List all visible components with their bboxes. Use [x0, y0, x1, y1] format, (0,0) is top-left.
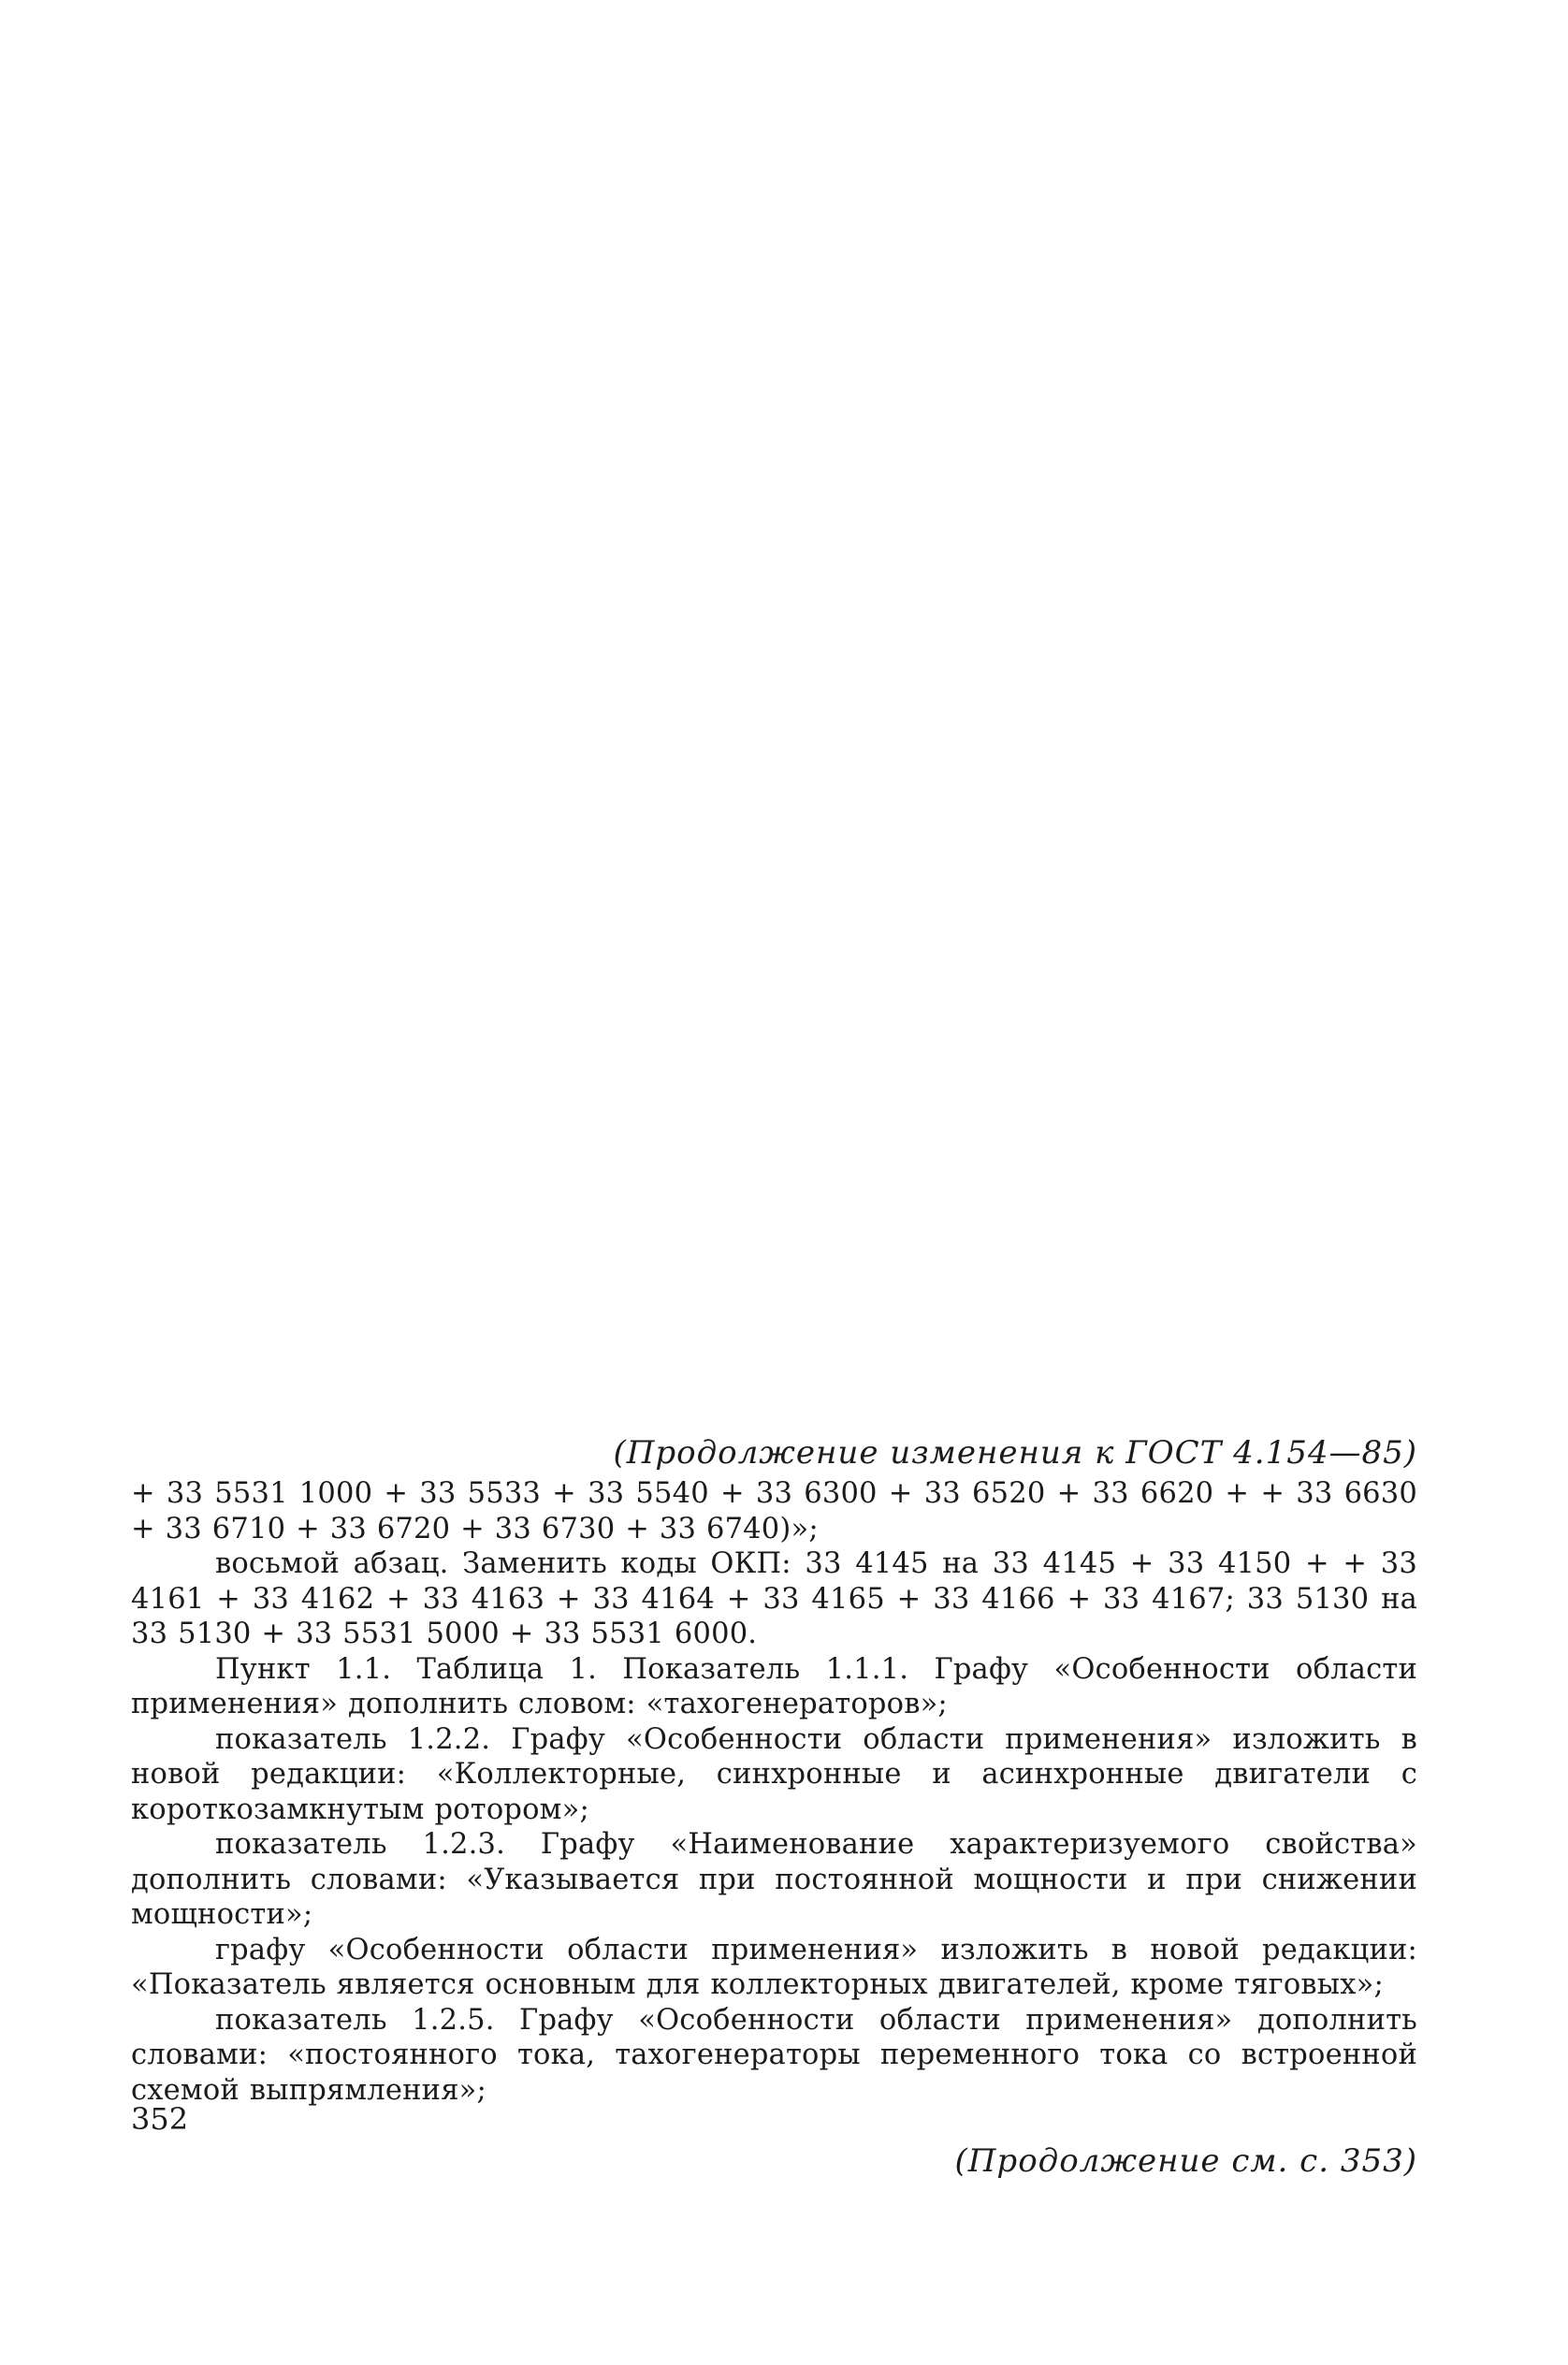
continuation-footer: (Продолжение см. с. 353) — [954, 2142, 1417, 2180]
paragraph-indicator-1-2-3: показатель 1.2.3. Графу «Наименование характеризуемого свойства» дополнить словами: «Указывается при постоянной мощности и при снижении мощности»; — [131, 1828, 1417, 1931]
continuation-header: (Продолжение изменения к ГОСТ 4.154—85) — [613, 1434, 1417, 1472]
paragraph-punkt-1-1: Пункт 1.1. Таблица 1. Показатель 1.1.1. Графу «Особенности области применения» дополнить словом: «тахогенераторов»; — [131, 1652, 1417, 1720]
paragraph-application-field: графу «Особенности области применения» изложить в новой редакции: «Показатель является основным для коллекторных двигателей, кроме тяговых»; — [131, 1933, 1417, 2001]
paragraph-indicator-1-2-2: показатель 1.2.2. Графу «Особенности области применения» изложить в новой редакции: «Коллекторные, синхронные и асинхронные двигатели с короткозамкнутым ротором»; — [131, 1722, 1417, 1826]
paragraph-okp-codes-continued: + 33 5531 1000 + 33 5533 + 33 5540 + 33 6300 + 33 6520 + 33 6620 + + 33 6630 + 33 6710 + 33 6720 + 33 6730 + 33 6740)»; — [131, 1477, 1417, 1545]
page-text-block — [131, 1431, 1417, 2183]
paragraph-eighth-abzats: восьмой абзац. Заменить коды ОКП: 33 4145 на 33 4145 + 33 4150 + + 33 4161 + 33 4162 + 33 4163 + 33 4164 + 33 4165 + 33 4166 + 33 4167; 33 5130 на 33 5130 + 33 5531 5000 + 33 5531 6000. — [131, 1547, 1417, 1650]
page-number: 352 — [131, 2101, 189, 2137]
paragraph-indicator-1-2-5: показатель 1.2.5. Графу «Особенности области применения» дополнить словами: «постоянного тока, тахогенераторы переменного тока со встроенной схемой выпрямления»; — [131, 2003, 1417, 2107]
